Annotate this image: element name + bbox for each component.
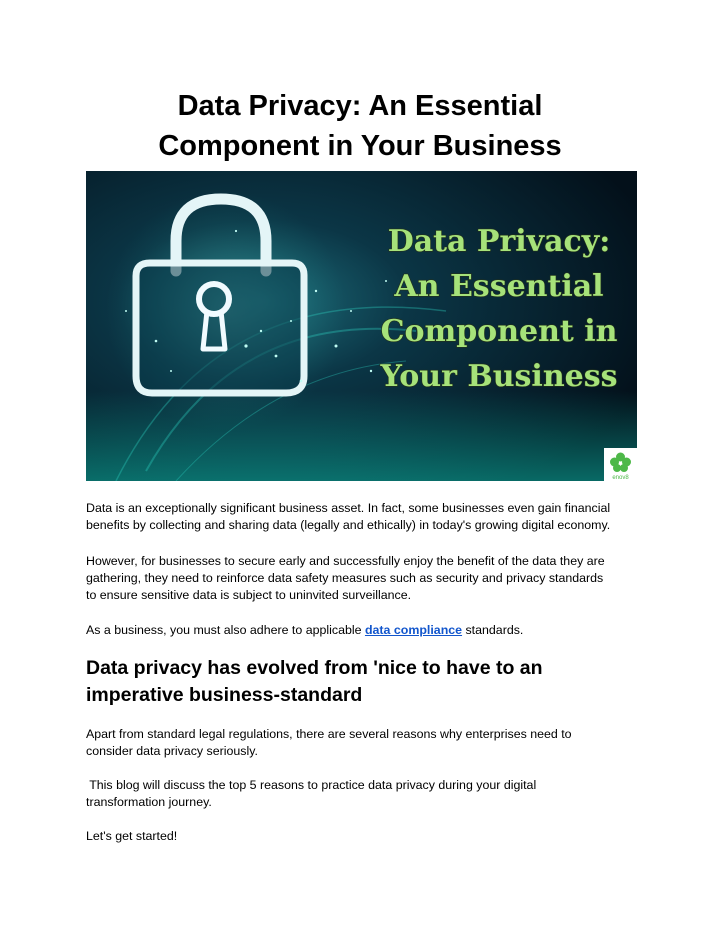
section-heading xyxy=(86,655,646,709)
text-line: benefits by collecting and sharing data (legally and ethically) in today's growing digital economy. xyxy=(86,518,611,532)
text-line: Apart from standard legal regulations, there are several reasons why enterprises need to xyxy=(86,727,572,741)
paragraph-intro xyxy=(86,500,646,534)
paragraph-security xyxy=(86,553,646,604)
text-line: to ensure sensitive data is subject to uninvited surveillance. xyxy=(86,588,412,602)
text-line: gathering, they need to reinforce data safety measures such as security and privacy standards xyxy=(86,571,604,585)
text-line: consider data privacy seriously. xyxy=(86,744,258,758)
page-title-line-2: Component in Your Business xyxy=(158,130,562,162)
hero-illustration xyxy=(86,171,637,481)
hero-headline-line-3: Component in xyxy=(380,314,618,349)
text-line: Let's get started! xyxy=(86,829,178,843)
text-line: However, for businesses to secure early and successfully enjoy the benefit of the data they are xyxy=(86,554,605,568)
text-before-link: As a business, you must also adhere to applicable xyxy=(86,623,365,637)
page-title xyxy=(60,86,660,166)
section-heading-line-2: imperative business-standard xyxy=(86,684,363,706)
paragraph-reasons xyxy=(86,726,646,760)
text-line: This blog will discuss the top 5 reasons to practice data privacy during your digital xyxy=(86,778,537,792)
hero-headline-line-4: Your Business xyxy=(380,359,618,394)
text-line: transformation journey. xyxy=(86,795,212,809)
text-after-link: standards. xyxy=(462,623,524,637)
hero-image xyxy=(86,171,637,481)
hero-headline-line-2: An Essential xyxy=(394,269,604,304)
data-compliance-link[interactable]: data compliance xyxy=(364,623,463,637)
clover-icon xyxy=(610,453,631,473)
text-line: Data is an exceptionally significant business asset. In fact, some businesses even gain financial xyxy=(86,501,611,515)
enov8-logo xyxy=(604,448,637,481)
logo-text: enov8 xyxy=(612,475,629,481)
paragraph-compliance xyxy=(86,622,646,639)
hero-headline-line-1: Data Privacy: xyxy=(387,224,611,259)
paragraph-blog-intro xyxy=(86,777,646,811)
section-heading-line-1: Data privacy has evolved from 'nice to have to an xyxy=(86,657,543,679)
paragraph-get-started xyxy=(86,828,646,845)
page-title-line-1: Data Privacy: An Essential xyxy=(177,90,543,122)
